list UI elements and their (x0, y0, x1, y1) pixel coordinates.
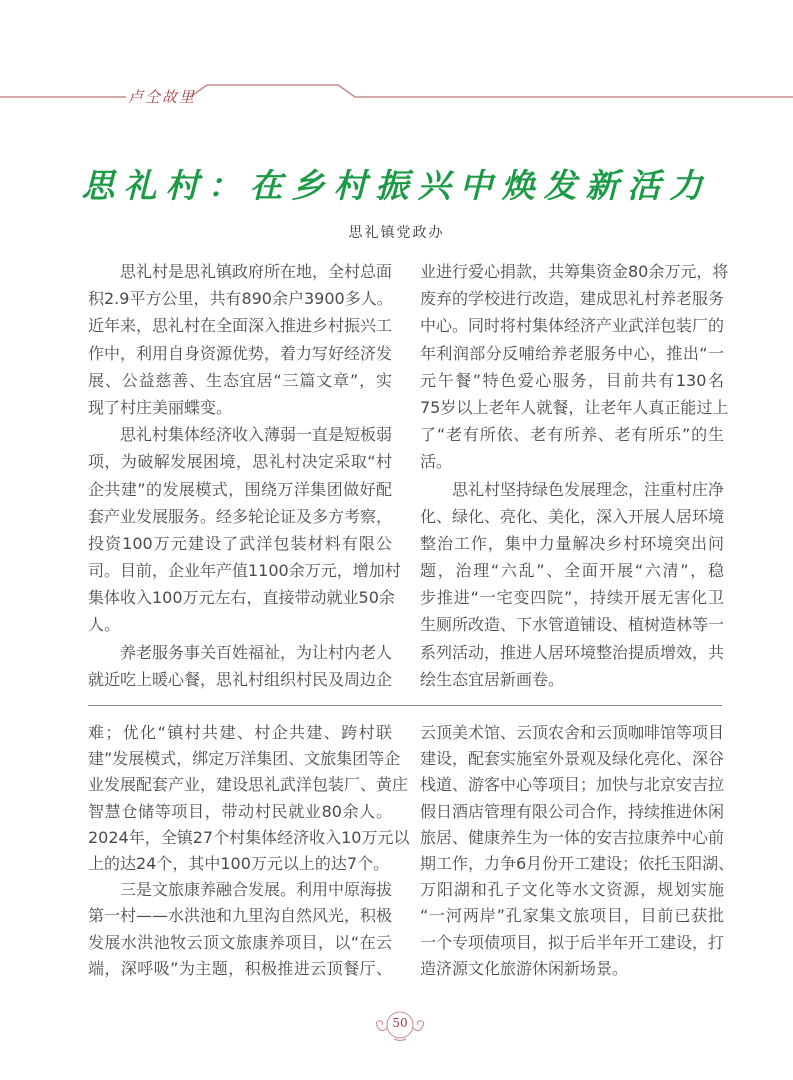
text-line: 就近吃上暖心餐，思礼村组织村民及周边企 (88, 669, 393, 689)
text-line: 中心。同时将村集体经济产业武洋包装厂的 (420, 316, 725, 336)
text-line: 企共建”的发展模式，围绕万洋集团做好配 (88, 479, 392, 499)
text-line: 75岁以上老年人就餐，让老年人真正能过上 (420, 397, 729, 417)
column-bottom-left (88, 720, 410, 982)
text-line: 建”发展模式，绑定万洋集团、文旅集团等企 (88, 749, 401, 769)
header-rule (0, 78, 793, 108)
text-line: 集体收入100万元左右，直接带动就业50余 (88, 588, 395, 608)
text-line: 端，深呼吸”为主题，积极推进云顶餐厅、 (88, 958, 392, 978)
text-line: 业进行爱心捐款，共筹集资金80余万元，将 (420, 262, 729, 281)
section-label: 卢仝故里 (128, 88, 197, 106)
text-line: 旅居、健康养生为一体的安吉拉康养中心前 (420, 827, 725, 847)
section-divider (88, 705, 722, 706)
text-line: 上的达24个，其中100万元以上的达7个。 (88, 853, 390, 873)
text-line: 栈道、游客中心等项目；加快与北京安吉拉 (420, 775, 725, 795)
text-line: 造济源文化旅游休闲新场景。 (420, 958, 629, 978)
text-line: 题，治理“六乱”、全面开展“六清”，稳 (420, 561, 724, 581)
text-line: 发展水洪池牧云顶文旅康养项目，以“在云 (88, 932, 392, 952)
text-line: 期工作，力争6月份开工建设；依托玉阳湖、 (420, 853, 735, 873)
text-line: 2024年，全镇27个村集体经济收入10万元以 (88, 827, 410, 847)
text-line: 投资100万元建设了武洋包装材料有限公 (88, 533, 392, 553)
text-line: 项，为破解发展困境，思礼村决定采取“村 (88, 452, 392, 472)
text-line: 智慧仓储等项目，带动村民就业80余人。 (88, 801, 392, 821)
text-line: “一河两岸”孔家集文旅项目，目前已获批 (420, 906, 724, 926)
text-line: 绘生态宜居新画卷。 (420, 669, 565, 689)
text-line: 生厕所改造、下水管道铺设、植树造林等一 (420, 615, 725, 635)
text-line: 作中，利用自身资源优势，着力写好经济发 (88, 343, 393, 363)
text-line: 元午餐”特色爱心服务，目前共有130名 (420, 370, 724, 390)
text-line: 人。 (88, 615, 121, 635)
text-line: 年利润部分反哺给养老服务中心，推出“一 (420, 343, 724, 363)
column-bottom-right (420, 720, 735, 982)
text-line: 第一村——水洪池和九里沟自然风光，积极 (88, 906, 393, 926)
text-line: 步推进“一宅变四院”，持续开展无害化卫 (420, 588, 724, 608)
text-line: 系列活动，推进人居环境整治提质增效，共 (420, 642, 725, 662)
text-line: 思礼村集体经济收入薄弱一直是短板弱 (120, 425, 393, 445)
text-line: 废弃的学校进行改造，建成思礼村养老服务 (420, 289, 725, 309)
page-number: 50 (392, 1016, 408, 1030)
text-line: 司。目前，企业年产值1100余万元，增加村 (88, 561, 401, 581)
column-top-right (420, 258, 729, 693)
article-title: 思礼村：在乡村振兴中焕发新活力 (81, 166, 712, 205)
text-line: 展、公益慈善、生态宜居“三篇文章”，实 (88, 370, 392, 390)
text-line: 难；优化“镇村共建、村企共建、跨村联 (88, 723, 392, 742)
text-line: 活。 (420, 452, 453, 472)
text-line: 整治工作，集中力量解决乡村环境突出问 (420, 533, 724, 553)
text-line: 万阳湖和孔子文化等水文资源，规划实施 (420, 880, 724, 900)
text-line: 了“老有所依、老有所养、老有所乐”的生 (420, 425, 724, 445)
text-line: 思礼村坚持绿色发展理念，注重村庄净 (452, 479, 725, 499)
text-line: 积2.9平方公里，共有890余户3900多人。 (88, 289, 393, 309)
text-line: 现了村庄美丽蝶变。 (88, 397, 233, 417)
text-line: 套产业发展服务。经多轮论证及多方考察， (88, 506, 393, 526)
text-line: 思礼村是思礼镇政府所在地，全村总面 (120, 262, 393, 281)
article-author: 思礼镇党政办 (348, 225, 445, 241)
text-line: 建设，配套实施室外景观及绿化亮化、深谷 (420, 749, 725, 769)
text-line: 近年来，思礼村在全面深入推进乡村振兴工 (88, 316, 393, 336)
text-line: 化、绿化、亮化、美化，深入开展人居环境 (420, 506, 725, 526)
text-line: 一个专项债项目，拟于后半年开工建设，打 (420, 932, 725, 952)
text-line: 假日酒店管理有限公司合作，持续推进休闲 (420, 801, 725, 821)
column-top-left (88, 258, 401, 693)
text-line: 养老服务事关百姓福祉，为让村内老人 (120, 642, 393, 662)
text-line: 云顶美术馆、云顶农舍和云顶咖啡馆等项目 (420, 723, 725, 742)
text-line: 业发展配套产业，建设思礼武洋包装厂、黄庄 (88, 775, 409, 795)
text-line: 三是文旅康养融合发展。利用中原海拔 (120, 880, 393, 900)
